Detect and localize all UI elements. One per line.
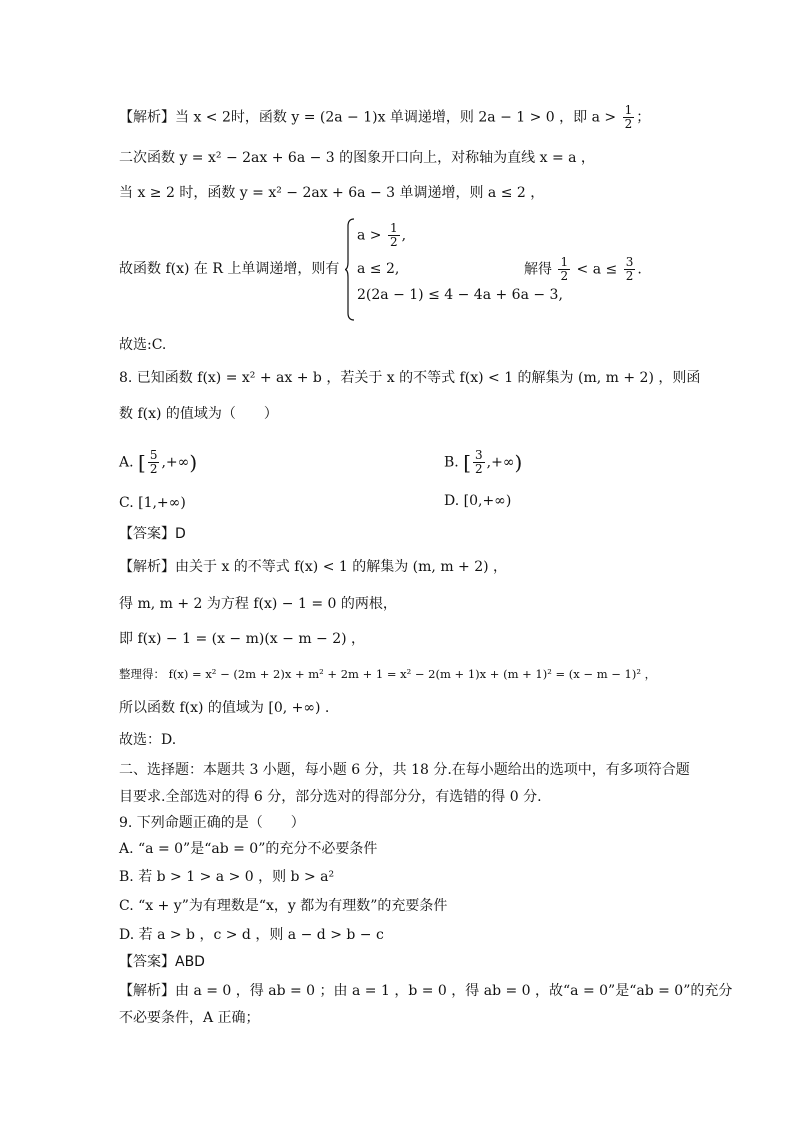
fraction: $\frac{5}{2}$	[149, 448, 158, 476]
system-row-3: 2(2a − 1) ≤ 4 − 4a + 6a − 3,	[357, 287, 563, 303]
question-8-line-2: 数 f(x) 的值域为（ ）	[119, 406, 278, 422]
solution-8-line-2: 得 m, m + 2 为方程 f(x) − 1 = 0 的两根，	[119, 596, 397, 612]
fraction: $\frac{1}{2}$	[560, 255, 569, 283]
solution-line-1-text: 【解析】当 x < 2时，函数 y = (2a − 1)x 单调递增，则 2a − 1 > 0 ，即 a >	[119, 109, 617, 126]
question-9-option-a: A. “a = 0”是“ab = 0”的充分不必要条件	[119, 841, 378, 857]
answer-9: 【答案】ABD	[119, 954, 205, 970]
option-c: C. [1,+∞)	[119, 495, 186, 511]
system-row-2: a ≤ 2,	[357, 261, 400, 277]
fraction: $\frac{3}{2}$	[625, 255, 634, 283]
solution-line-1: 【解析】当 x < 2时，函数 y = (2a − 1)x 单调递增，则 2a − 1 > 0 ，即 a > $\frac{1}{2}$ ；	[119, 103, 651, 131]
left-brace-icon	[345, 218, 355, 321]
section-2-line-2: 目要求.全部选对的得 6 分，部分选对的得部分分，有选错的得 0 分.	[119, 789, 542, 805]
system-row-1: a > $\frac{1}{2}$ ,	[357, 221, 407, 249]
solution-9-line-1: 【解析】由 a = 0 ，得 ab = 0 ；由 a = 1 ，b = 0 ，得 ab = 0 ，故“a = 0”是“ab = 0”的充分	[119, 983, 733, 999]
solution-line-4-result: 解得 $\frac{1}{2}$ < a ≤ $\frac{3}{2}$ .	[524, 255, 642, 283]
solution-8-line-3: 即 f(x) − 1 = (x − m)(x − m − 2) ，	[119, 631, 366, 647]
solution-line-3: 当 x ≥ 2 时，函数 y = x² − 2ax + 6a − 3 单调递增，则 a ≤ 2 ，	[119, 185, 545, 201]
question-9-option-d: D. 若 a > b ，c > d ，则 a − d > b − c	[119, 927, 384, 943]
solution-8-line-6: 故选：D.	[119, 732, 177, 748]
question-9-option-c: C. “x + y”为有理数是“x，y 都为有理数”的充要条件	[119, 898, 448, 914]
answer-8: 【答案】D	[119, 526, 186, 542]
solution-9-line-2: 不必要条件，A 正确；	[119, 1010, 260, 1026]
question-9-option-b: B. 若 b > 1 > a > 0 ，则 b > a²	[119, 869, 335, 885]
fraction: $\frac{1}{2}$	[624, 103, 633, 131]
option-a: A. [ $\frac{5}{2}$ ,+∞)	[119, 448, 198, 476]
fraction: $\frac{3}{2}$	[475, 448, 483, 476]
fraction: $\frac{1}{2}$	[389, 221, 398, 249]
question-9: 9. 下列命题正确的是（ ）	[119, 815, 305, 831]
choice-line: 故选:C.	[119, 337, 167, 353]
question-8-line-1: 8. 已知函数 f(x) = x² + ax + b ，若关于 x 的不等式 f(x) < 1 的解集为 (m, m + 2) ，则函	[119, 370, 701, 386]
solution-8-line-1: 【解析】由关于 x 的不等式 f(x) < 1 的解集为 (m, m + 2) ，	[119, 559, 508, 575]
solution-8-line-5: 所以函数 f(x) 的值域为 [0, +∞) .	[119, 700, 330, 716]
option-d: D. [0,+∞)	[444, 493, 512, 509]
option-b: B. [ $\frac{3}{2}$ ,+∞)	[444, 448, 523, 476]
solution-line-4-lead: 故函数 f(x) 在 R 上单调递增，则有	[119, 261, 340, 277]
solution-line-2: 二次函数 y = x² − 2ax + 6a − 3 的图象开口向上，对称轴为直线 x = a ，	[119, 150, 595, 166]
section-2-line-1: 二、选择题：本题共 3 小题，每小题 6 分，共 18 分.在每小题给出的选项中，有多项符合题	[119, 762, 690, 778]
solution-8-line-4: 整理得： f(x) = x² − (2m + 2)x + m² + 2m + 1 = x² − 2(m + 1)x + (m + 1)² = (x − m − 1)² ，	[119, 667, 657, 681]
